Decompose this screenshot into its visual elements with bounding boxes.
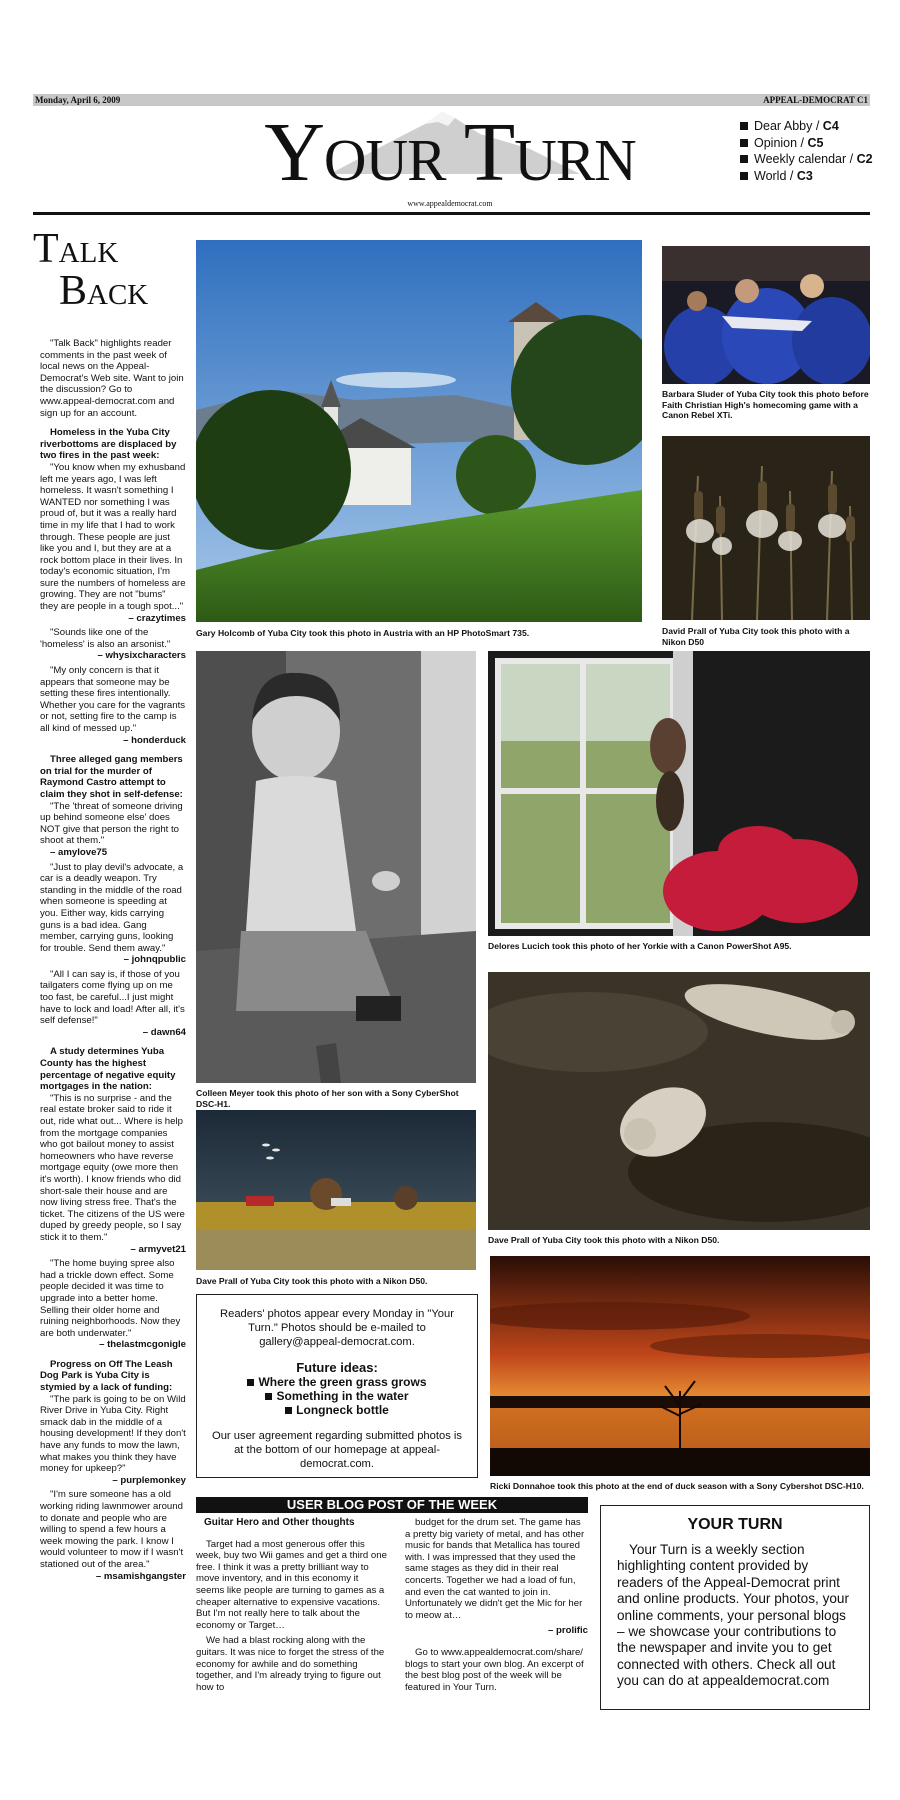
square-bullet-icon: [247, 1379, 254, 1386]
square-bullet-icon: [740, 155, 748, 163]
commenter: – whysixcharacters: [97, 650, 186, 662]
football-huddle-image: [662, 246, 870, 384]
topic-heading: Three alleged gang members on trial for the murder of Raymond Castro attempt to claim they shot in self-defense:: [40, 754, 183, 800]
masthead-url: www.appealdemocrat.com: [407, 199, 493, 208]
section-index: [740, 118, 873, 184]
seals-on-rocks-image: [488, 972, 870, 1230]
talkback-intro: "Talk Back" highlights reader comments in the past week of local news on the Appeal-Democrat's Web site. Want to join the discussion? Go to www.appeal-democrat.com and sign up for an account.: [40, 338, 184, 419]
comment: "Sounds like one of the 'homeless' is also an arsonist.": [40, 627, 171, 650]
user-agreement-note: Our user agreement regarding submitted photos is at the bottom of our homepage at appeal-democrat.com.: [212, 1430, 462, 1470]
photo-boy[interactable]: [196, 651, 476, 1083]
blog-column-2: [405, 1517, 588, 1697]
comment: "The 'threat of someone driving up behind someone else' does NOT give that person the right to shoot at them.": [40, 800, 183, 847]
blog-post-title: Guitar Hero and Other thoughts: [204, 1517, 355, 1528]
commenter: – msamishgangster: [95, 1570, 186, 1582]
future-ideas-title: Future ideas:: [296, 1360, 378, 1375]
header-rule: [33, 212, 870, 215]
index-item[interactable]: Weekly calendar / C2: [740, 151, 873, 168]
caption-football: Barbara Sluder of Yuba City took this photo before Faith Christian High's homecoming game with a Canon Rebel XTi.: [662, 389, 869, 420]
commenter: – amylove75: [50, 846, 108, 858]
caption-sunset: Ricki Donnahoe took this photo at the end of duck season with a Sony Cybershot DSC-H10.: [490, 1481, 864, 1491]
austria-landscape-image: [196, 240, 642, 622]
photo-sunset[interactable]: [490, 1256, 870, 1476]
square-bullet-icon: [265, 1393, 272, 1400]
blog-column-1: [196, 1517, 388, 1697]
comment: "This is no surprise - and the real estate broker said to ride it out, ride what out... Where is help from the mortgage companies who got bailout money to assist homeowners who have reverse mortgage equity (owe more then it's worth). I know friends who did short-sale their house and are now living stress free. That's the ticket. The citizens of the US were duped by greedy people, so I say stick it to them.": [40, 1092, 185, 1243]
square-bullet-icon: [285, 1407, 292, 1414]
readers-photos-box: [196, 1294, 478, 1478]
section-title: Your Turn: [264, 106, 636, 199]
talkback-column: [40, 338, 186, 1585]
caption-austria: Gary Holcomb of Yuba City took this photo in Austria with an HP PhotoSmart 735.: [196, 628, 530, 638]
topic-heading: Homeless in the Yuba City riverbottoms are displaced by two fires in the past week:: [40, 427, 177, 462]
comment: "My only concern is that it appears that someone may be setting these fires intentionally. Whether you care for the vagrants or not, setting fire to the camp is all kind of messed up.": [40, 665, 186, 734]
commenter: – honderduck: [123, 734, 186, 746]
caption-seals: Dave Prall of Yuba City took this photo with a Nikon D50.: [488, 1235, 720, 1245]
comment: "All I can say is, if those of you tailgaters come flying up on me too fast, be careful...I just might have to lock and load! After all, it's self defense!": [40, 968, 185, 1027]
commenter: – purplemonkey: [112, 1474, 186, 1486]
photo-cattails[interactable]: [662, 436, 870, 620]
duck-season-sunset-image: [490, 1256, 870, 1476]
your-turn-title: YOUR TURN: [687, 1516, 783, 1533]
yorkie-window-image: [488, 651, 870, 936]
caption-cattails: David Prall of Yuba City took this photo with a Nikon D50: [662, 626, 850, 647]
index-item[interactable]: Opinion / C5: [740, 135, 873, 152]
caption-boy: Colleen Meyer took this photo of her son with a Sony CyberShot DSC-H1.: [196, 1088, 459, 1109]
barn-field-image: [196, 1110, 476, 1270]
commenter: – crazytimes: [128, 612, 186, 624]
photo-seals[interactable]: [488, 972, 870, 1230]
cattails-image: [662, 436, 870, 620]
blog-paragraph: We had a blast rocking along with the guitars. It was nice to forget the stress of the economy for awhile and do something together, and I'm already trying to figure out how to: [196, 1635, 385, 1693]
blog-header-bar: USER BLOG POST OF THE WEEK: [196, 1497, 588, 1513]
idea-item: Longneck bottle: [207, 1403, 467, 1417]
blog-paragraph: Go to www.appealdemocrat.com/share/ blogs to start your own blog. An excerpt of the best blog post of the week will be featured in Your Turn.: [405, 1646, 584, 1693]
caption-barn: Dave Prall of Yuba City took this photo with a Nikon D50.: [196, 1276, 428, 1286]
square-bullet-icon: [740, 139, 748, 147]
photo-austria[interactable]: [196, 240, 642, 622]
talkback-title: Talk Back: [33, 226, 149, 314]
commenter: – dawn64: [142, 1026, 186, 1038]
topic-heading: A study determines Yuba County has the highest percentage of negative equity mortgages in the nation:: [40, 1046, 176, 1093]
index-item[interactable]: World / C3: [740, 168, 873, 185]
photo-yorkie[interactable]: [488, 651, 870, 936]
boy-portrait-image: [196, 651, 476, 1083]
commenter: – armyvet21: [130, 1243, 186, 1255]
issue-date: Monday, April 6, 2009: [35, 95, 121, 105]
index-item[interactable]: Dear Abby / C4: [740, 118, 873, 135]
idea-item: Where the green grass grows: [207, 1375, 467, 1389]
blog-paragraph: Target had a most generous offer this week, buy two Wii games and get a third one free. I think it was a pretty brilliant way to move inventory, and in this economy it seems like people are turning to games as a cheaper alternative to expensive vacations. But I'm not really here to talk about the economy or Target…: [196, 1538, 387, 1631]
comment: "I'm sure someone has a old working riding lawnmower around to donate and people who are willing to spend a few hours a week mowing the park. I know I would volunteer to mow if I wasn't stationed out of the area.": [40, 1489, 184, 1570]
photo-barn[interactable]: [196, 1110, 476, 1270]
your-turn-box: [600, 1505, 870, 1710]
blog-paragraph: budget for the drum set. The game has a pretty big variety of metal, and has other music for bands that Metallica has toured with. I was impressed that they used the same stages as they did in their real concerts. Together we had a load of fun, and even the cat wanted to join in. Unfortunately we didn't get the Mic for her to meow at…: [405, 1517, 585, 1621]
comment: "You know when my exhusband left me years ago, I was left homeless. It wasn't something I WANTED nor something I was proud of, but it was a really hard time in my life that I had to work through. These people are just like you and I, but they are at a rock bottom place in their lives. In today's economic situation, I'm sure the numbers of homeless are growing. They are not "bums" they are people in a tough spot...": [40, 461, 186, 613]
topic-heading: Progress on Off The Leash Dog Park is Yuba City is stymied by a lack of funding:: [40, 1358, 173, 1394]
square-bullet-icon: [740, 172, 748, 180]
square-bullet-icon: [740, 122, 748, 130]
idea-item: Something in the water: [207, 1389, 467, 1403]
comment: "The home buying spree also had a trickle down effect. Some people decided it was time to upgrade into a better home. Selling their older home and ruining neighborhoods. Now they are both underwater.": [40, 1258, 181, 1339]
caption-yorkie: Delores Lucich took this photo of her Yorkie with a Canon PowerShot A95.: [488, 941, 792, 951]
readers-intro: Readers' photos appear every Monday in "Your Turn." Photos should be e-mailed to gallery@appeal-democrat.com.: [220, 1308, 454, 1348]
masthead: [250, 104, 650, 208]
comment: "The park is going to be on Wild River Drive in Yuba City. Right smack dab in the middle of a housing development! If they don't have any funds to mow the lawn, what makes you think they have money for upkeep?": [40, 1393, 186, 1475]
commenter: – johnqpublic: [123, 954, 186, 966]
your-turn-text: Your Turn is a weekly section highlighting content provided by readers of the Appeal-Democrat print and online products. Your photos, your online comments, your personal blogs – we showcase your contributions to the newspaper and invite you to get connected with others. Check all out you can do at appealdemocrat.com: [617, 1542, 850, 1689]
section-label: APPEAL-DEMOCRAT C1: [763, 95, 868, 105]
photo-football[interactable]: [662, 246, 870, 384]
commenter: – thelastmcgonigle: [99, 1339, 186, 1351]
comment: "Just to play devil's advocate, a car is a deadly weapon. Try standing in the middle of the road when someone is speeding at you. Either way, kids carrying guns is a bad idea. Gang member, carrying guns, looking for trouble. Send them away.": [40, 861, 184, 954]
blog-author: – prolific: [548, 1625, 588, 1637]
